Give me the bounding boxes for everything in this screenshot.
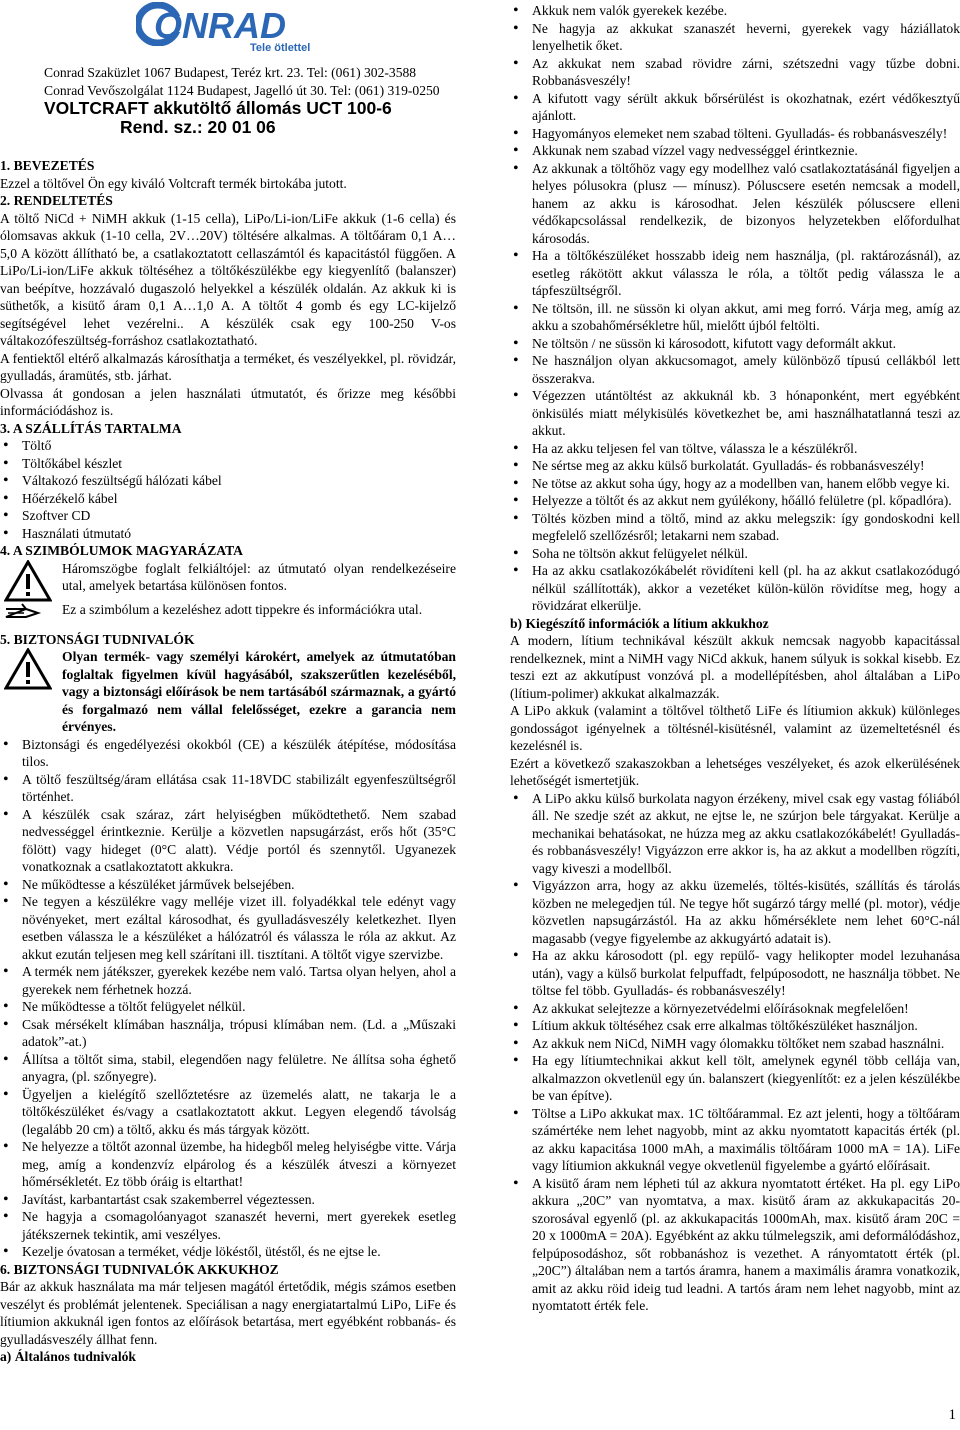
- list-item: • Ne töltsön / ne süssön ki károsodott, kifutott vagy deformált akkut.: [510, 335, 960, 353]
- section-1-text: Ezzel a töltővel Ön egy kiváló Voltcraft termék birtokába jutott.: [0, 175, 347, 191]
- section-2-p3: Olvassa át gondosan a jelen használati útmutatót, és őrizze meg későbbi információdáshoz is.: [0, 385, 456, 418]
- svg-text:ONRAD: ONRAD: [154, 5, 286, 46]
- warning-triangle-icon: [4, 648, 52, 690]
- list-item: • Ügyeljen a kielégítő szellőztetésre az üzemelés alatt, ne takarja le a töltőkészüléket és/vagy a csatlakoztatott akkut. Legyen elegendő távolság (legalább 20 cm) a töltő, akku és más tárgyak között.: [0, 1086, 456, 1139]
- list-item: • Az akkuk nem NiCd, NiMH vagy ólomakku töltőket nem szabad használni.: [510, 1035, 960, 1053]
- list-item: • Lítium akkuk töltéséhez csak erre alkalmas töltőkészüléket használjon.: [510, 1017, 960, 1035]
- section-4-title: 4. A SZIMBÓLUMOK MAGYARÁZATA: [0, 543, 243, 558]
- list-item: • Ne működtesse a készüléket járművek belsejében.: [0, 876, 456, 894]
- list-item: • Töltő: [0, 437, 456, 455]
- list-item: • Az akkukat selejtezze a környezetvédelmi előírásoknak megfelelően!: [510, 1000, 960, 1018]
- list-item: • Töltés közben mind a töltő, mind az akku melegszik: így gondoskodni kell megfelelő szellőzésről; letakarni nem szabad.: [510, 510, 960, 545]
- list-item: • Ne töltsön, ill. ne süssön ki olyan akkut, ami meg forró. Várja meg, amíg az akku a szobahőmérsékletre hűl, mielőtt újból feltölti.: [510, 300, 960, 335]
- list-item: • Akkunak nem szabad vízzel vagy nedvességgel érintkeznie.: [510, 142, 960, 160]
- right-column: [510, 0, 960, 1315]
- list-item: • Váltakozó feszültségű hálózati kábel: [0, 472, 456, 490]
- list-item: • Biztonsági és engedélyezési okokból (CE) a készülék átépítése, módosítása tilos.: [0, 736, 456, 771]
- symbol-hand-text: Ez a szimbólum a kezeléshez adott tippekre és információkra utal.: [62, 601, 423, 617]
- list-item: • Ne sértse meg az akku külső burkolatát. Gyulladás- és robbanásveszély!: [510, 457, 960, 475]
- section-2-p1: A töltő NiCd + NiMH akkuk (1-15 cella), LiPo/Li-ion/LiFe akkuk (1-6 cella) és ólomsavas akkuk (1-10 cella, 2V…20V) töltésére alkalmas. A töltőáram 0,1 A…5,0 A között állítható be, a csatlakoztatott cellaszámtól és kapacitástól függően. A LiPo/Li-ion/LiFe akkuk töltéséhez a töltőkészülékbe egy kiegyenlítő (balanszer) van beépítve, hozzávaló dugaszoló helyekkel a készülék oldalán. Az akkuk ki is süthetők, a kisütő áram 0,1 A…1,0 A. A töltőt 4 gomb és egy LC-kijelző segítségével lehet vezérelni.. A készülék csak egy 100-250 V-os váltakozófeszültség-forráshoz csatlakoztatható.: [0, 210, 456, 348]
- list-item: • Hőérzékelő kábel: [0, 490, 456, 508]
- list-item: • A kisütő áram nem lépheti túl az akkura nyomtatott értéket. Ha pl. egy LiPo akkura „20C” van nyomtatva, a max. kisütő áram az akkukapacitás 20-szorosával egyenlő (pl. az akkukapacitás 1000mAh, max. kisütő áram 20C = 20 x 1000mA = 20A). Egyébként az akku túlmelegszik, ami deformálódáshoz, felpúposodáshoz, sőt robbanáshoz is vezethet. A rányomtatott érték (pl. „20C”) általában nem a tartós áramra, hanem a maximális áramra vonatkozik, amit az akku röid ideig tud leadni. A tartós áram nem lehet nagyobb, mint az nyomtatott érték fele.: [510, 1175, 960, 1315]
- logo-tagline: Tele ötlettel: [250, 42, 311, 54]
- safety-warning-box: [0, 648, 456, 736]
- section-2-p2: A fentiektől eltérő alkalmazás károsíthatja a terméket, és veszélyekkel, pl. rövidzár, gyulladás, áramütés, stb. járhat.: [0, 350, 456, 383]
- list-item: • Csak mérsékelt klímában használja, trópusi klímában nem. (Ld. a „Műszaki adatok”-at.): [0, 1016, 456, 1051]
- list-item: • Hagyományos elemeket nem szabad tölteni. Gyulladás- és robbanásveszély!: [510, 125, 960, 143]
- list-item: • Ha az akku károsodott (pl. egy repülő- vagy helikopter model lezuhanása után), vagy a külső burkolat felpuffadt, felpúposodott, ne használja többet. Ne töltse fel több. Gyulladás- és robbanásveszély!: [510, 947, 960, 1000]
- list-item: • Ne tötse az akkut soha úgy, hogy az a modellben van, hanem előbb vegye ki.: [510, 475, 960, 493]
- list-item: • Ne használjon olyan akkucsomagot, amely különböző típusú cellákból lett összerakva.: [510, 352, 960, 387]
- lithium-p2: A LiPo akkuk (valamint a töltővel tölthető LiFe és lítiumion akkuk) különleges gondosságot igényelnek a töltésnél-kisütésnél, valamint az üzemeltetésnél és kezelésnél is.: [510, 703, 960, 753]
- list-item: • Ha a töltőkészüléket hosszabb ideig nem használja, (pl. raktározásnál), az esetleg rákötött akkut válassza le róla, a töltőt pedig válassza le a tápfeszültségről.: [510, 247, 960, 300]
- section-6-intro: Bár az akkuk használata ma már teljesen magától értetődik, mégis számos esetben veszélyt és problémát jelentenek. Speciálisan a nagy energiatartalmú LiPo, LiFe és lítiumion akkuknál igen fontos az előírások betartása, mert egyébként robbanás- és gyulladásveszély állhat fenn.: [0, 1279, 456, 1347]
- symbol-row-hand: [0, 601, 456, 631]
- section-5-list: [0, 736, 456, 1261]
- symbol-warning-text: Háromszögbe foglalt felkiáltójel: az útmutató olyan rendelkezéseire utal, amelyek betartása különösen fontos.: [62, 560, 456, 593]
- subsection-b-title: b) Kiegészítő információk a lítium akkukhoz: [510, 615, 769, 631]
- list-item: • Az akkukat nem szabad rövidre zárni, szétszedni vagy tűzbe dobni. Robbanásveszély!: [510, 55, 960, 90]
- list-item: • Használati útmutató: [0, 525, 456, 543]
- list-item: • Ne működtesse a töltőt felügyelet nélkül.: [0, 998, 456, 1016]
- list-item: • Az akkunak a töltőhöz vagy egy modellhez való csatlakoztatásánál figyeljen a helyes pólusokra (plusz — mínusz). Póluscsere esetén nemcsak a modell, hanem az akku is károsodhat. Jelen készülék póluscsere elleni védőkapcsolással rendelkezik, de bizonyos helyzetekben előfordulhat károsodás.: [510, 160, 960, 248]
- order-number: Rend. sz.: 20 01 06: [120, 117, 276, 137]
- list-item: • Ha egy lítiumtechnikai akkut kell tölt, amelynek egynél több cellája van, alkalmazzon okvetlenül egy ún. balanszert (kiegyenlítőt: ez a jelen készülékbe be van építve).: [510, 1052, 960, 1105]
- section-3-list: [0, 437, 456, 542]
- lithium-p1: A modern, lítium technikával készült akkuk nemcsak nagyobb kapacitással rendelkeznek, mint a NiMH vagy NiCd akkuk, hanem súlyuk is sokkal kisebb. Ez teszi ezt az akkutípust vonzóvá pl. a modellépítésben, ahol általában a LiPo (lítium-polimer) akkukat alkalmazzák.: [510, 633, 960, 701]
- doc-title: VOLTCRAFT akkutöltő állomás UCT 100-6: [44, 98, 392, 118]
- list-item: • Vigyázzon arra, hogy az akku üzemelés, töltés-kisütés, szállítás és tárolás közben ne melegedjen túl. Ne tegye hőt sugárzó tárgy mellé (pl. motor), védje közvetlen napsugárzástól. Ha az akku hőmérséklete nem lehet 60°C-nál magasabb (vegye figyelembe az akkugyártó adatait is).: [510, 877, 960, 947]
- symbol-row-warning: [0, 560, 456, 595]
- section-1-title: 1. BEVEZETÉS: [0, 158, 95, 173]
- conrad-logo: [0, 0, 456, 64]
- list-item: • Javítást, karbantartást csak szakemberrel végeztessen.: [0, 1191, 456, 1209]
- subsection-a-title: a) Általános tudnivalók: [0, 1349, 136, 1364]
- list-item: • Töltse a LiPo akkukat max. 1C töltőárammal. Ez azt jelenti, hogy a töltőáram számértéke nem lehet nagyobb, mint az akku nyomtatott kapacitás érték (pl. az akku kapacitása 1000 mAh, a maximális töltőáram 1000 mA = 1A). LiFe vagy lítiumion akkuknál vegye okvetlenül figyelembe a gyártó előírásait.: [510, 1105, 960, 1175]
- list-item: • Kezelje óvatosan a terméket, védje lökéstől, ütéstől, és ne ejtse le.: [0, 1243, 456, 1261]
- list-item: • Akkuk nem valók gyerekek kezébe.: [510, 2, 960, 20]
- list-item: • Helyezze a töltőt és az akkut nem gyúlékony, hőálló felületre (pl. kőpadlóra).: [510, 492, 960, 510]
- list-item: • Töltőkábel készlet: [0, 455, 456, 473]
- list-item: • Ne hagyja az akkukat szanaszét heverni, gyerekek vagy háziállatok lenyelhetik őket.: [510, 20, 960, 55]
- list-item: • A kifutott vagy sérült akkuk bőrsérülést is okozhatnak, ezért védőkesztyű ajánlott.: [510, 90, 960, 125]
- list-item: • A készülék csak száraz, zárt helyiségben működtethető. Nem szabad nedvességgel érintkeznie. Kerülje a közvetlen napsugárzást, erős hőt (35°C fölött) vagy hideget (0°C alatt). Védje portól és szennytől. Ugyanezek vonatkoznak a csatlakoztatott akkukra.: [0, 806, 456, 876]
- header-address-2: Conrad Vevőszolgálat 1124 Budapest, Jagelló út 30. Tel: (061) 319-0250: [44, 82, 440, 98]
- section-5-title: 5. BIZTONSÁGI TUDNIVALÓK: [0, 631, 195, 647]
- list-item: • Ne tegyen a készülékre vagy melléje vizet ill. folyadékkal tele edényt vagy növényeket, mert ezáltal károsodhat, és gyulladásveszély keletkezhet. Ilyen esetben válassza le a készüléket a hálózatról és válassza le róla az akkut. Az akkut ezután teljesen meg kell szárítani ill. tisztítani. A töltőt vigye szervizbe.: [0, 893, 456, 963]
- safety-warning-text: Olyan termék- vagy személyi károkért, amelyek az útmutatóban foglaltak figyelmen kívül hagyásából, szakszerűtlen kezeléséből, vagy a biztonsági előírások be nem tartásából származnak, a gyártó és forgalmazó nem vállal felelősséget, ezekre a garancia nem érvényes.: [62, 649, 456, 734]
- list-item: • A termék nem játékszer, gyerekek kezébe nem való. Tartsa olyan helyen, ahol a gyerekek nem férhetnek hozzá.: [0, 963, 456, 998]
- section-6-title: 6. BIZTONSÁGI TUDNIVALÓK AKKUKHOZ: [0, 1261, 279, 1277]
- list-item: • A töltő feszültség/áram ellátása csak 11-18VDC stabilizált egyenfeszültségről történhet.: [0, 771, 456, 806]
- list-item: • Ha az akku teljesen fel van töltve, válassza le a készülékről.: [510, 440, 960, 458]
- list-item: • A LiPo akku külső burkolata nagyon érzékeny, mivel csak egy vastag fóliából áll. Ne szedje szét az akkut, ne ejtse le, ne szúrjon bele tárgyakat. Kerülje a mechanikai behatásokat, ne húzza meg az akku csatlakozókábelét! Gyulladás- és robbanásveszély! Vigyázzon erre akkor is, ha az akkut a modellben rögzíti, vagy kiveszi a modellből.: [510, 790, 960, 878]
- warning-triangle-icon: [4, 560, 52, 602]
- lithium-p3: Ezért a következő szakaszokban a lehetséges veszélyeket, és azok elkerülésének lehetőségét ismertetjük.: [510, 755, 960, 788]
- section-2-title: 2. RENDELTETÉS: [0, 193, 113, 208]
- lithium-list: [510, 790, 960, 1315]
- page-number: 1: [948, 1406, 956, 1423]
- list-item: • Ne helyezze a töltőt azonnal üzembe, ha hidegből meleg helyiségbe vitte. Várja meg, amíg a kondenzvíz elpárolog és a készülék átveszi a környezet hőmérsékletét. Ez több óráig is eltarthat!: [0, 1138, 456, 1191]
- section-3-title: 3. A SZÁLLÍTÁS TARTALMA: [0, 420, 182, 436]
- list-item: • Ha az akku csatlakozókábelét rövidíteni kell (pl. ha az akkut csatlakozódugó nélkül szállították), akkor a vezetéket külön-külön rövidítse meg, hogy a rövidzárat elkerülje.: [510, 562, 960, 615]
- left-column: [0, 0, 456, 1366]
- list-item: • Szoftver CD: [0, 507, 456, 525]
- list-item: • Állítsa a töltőt sima, stabil, elegendően nagy felületre. Ne állítsa soha éghető anyagra, (pl. szőnyegre).: [0, 1051, 456, 1086]
- header-address-1: Conrad Szaküzlet 1067 Budapest, Teréz krt. 23. Tel: (061) 302-3588: [44, 65, 417, 80]
- list-item: • Ne hagyja a csomagolóanyagot szanaszét heverni, mert gyerekek esetleg játékszernek tekintik, ami veszélyes.: [0, 1208, 456, 1243]
- pointing-hand-icon: [4, 601, 44, 625]
- list-item: • Végezzen utántöltést az akkuknál kb. 3 hónaponként, mert egyébként önkisülés miatt mélykisülés következhet be, ami használhatatlanná teszi az akkut.: [510, 387, 960, 440]
- list-item: • Soha ne töltsön akkut felügyelet nélkül.: [510, 545, 960, 563]
- general-notes-list: [510, 2, 960, 615]
